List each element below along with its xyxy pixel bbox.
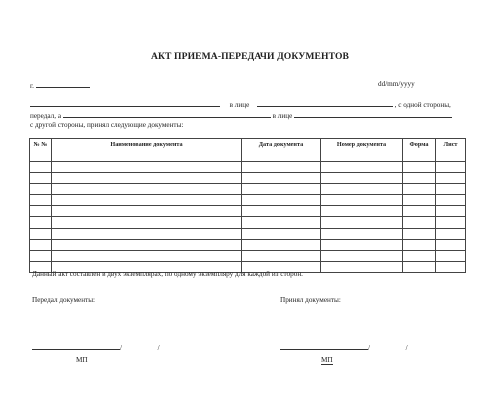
table-cell[interactable]: [242, 206, 321, 217]
table-cell[interactable]: [52, 228, 242, 239]
table-row: [30, 228, 466, 239]
table-cell[interactable]: [242, 173, 321, 184]
table-cell[interactable]: [436, 217, 466, 228]
table-cell[interactable]: [321, 184, 403, 195]
city-label: г.: [30, 82, 34, 90]
table-cell[interactable]: [436, 173, 466, 184]
table-row: [30, 239, 466, 250]
table-row: [30, 250, 466, 261]
table-cell[interactable]: [436, 206, 466, 217]
left-signature-slash: /: [120, 344, 122, 352]
one-party-text: , с одной стороны,: [394, 101, 451, 109]
table-cell[interactable]: [436, 239, 466, 250]
table-cell[interactable]: [321, 195, 403, 206]
right-signature-slash: /: [368, 344, 370, 352]
transferred-documents-label: Передал документы:: [32, 296, 96, 304]
table-cell[interactable]: [436, 261, 466, 272]
table-cell[interactable]: [403, 261, 436, 272]
left-signature-blank: [32, 342, 120, 350]
date-placeholder: dd/mm/yyyy: [378, 80, 415, 88]
documents-table: [29, 138, 466, 273]
table-body: [30, 162, 466, 273]
party1-in-person-label: в лице: [229, 101, 250, 109]
city-blank: [36, 80, 90, 88]
party2-name-blank: [63, 110, 271, 118]
table-cell[interactable]: [242, 184, 321, 195]
receiving-text: с другой стороны, принял следующие документы:: [30, 121, 184, 129]
table-cell[interactable]: [30, 162, 52, 173]
party1-representative-blank: [257, 99, 393, 107]
table-cell[interactable]: [403, 162, 436, 173]
table-cell[interactable]: [52, 184, 242, 195]
header-number: № №: [30, 139, 52, 162]
transferred-label: передал, а: [30, 112, 62, 120]
right-name-slash: /: [405, 344, 408, 352]
left-name-slash: /: [157, 344, 160, 352]
party-line-2: [30, 110, 452, 120]
table-cell[interactable]: [403, 206, 436, 217]
table-cell[interactable]: [30, 239, 52, 250]
table-cell[interactable]: [436, 228, 466, 239]
table-cell[interactable]: [52, 173, 242, 184]
table-cell[interactable]: [321, 228, 403, 239]
table-cell[interactable]: [30, 250, 52, 261]
city-line: [30, 80, 90, 90]
table-cell[interactable]: [403, 184, 436, 195]
table-cell[interactable]: [242, 239, 321, 250]
header-document-date: Дата документа: [242, 139, 321, 162]
left-stamp-label: МП: [76, 356, 88, 364]
party2-in-person-label: в лице: [272, 112, 293, 120]
table-cell[interactable]: [321, 217, 403, 228]
table-cell[interactable]: [321, 162, 403, 173]
table-header-row: [30, 139, 466, 162]
table-cell[interactable]: [30, 206, 52, 217]
right-stamp-label: МП: [321, 356, 333, 364]
table-row: [30, 217, 466, 228]
table-cell[interactable]: [52, 217, 242, 228]
table-cell[interactable]: [436, 250, 466, 261]
table-cell[interactable]: [52, 239, 242, 250]
header-document-name: Наименование документа: [52, 139, 242, 162]
document-title: АКТ ПРИЕМА-ПЕРЕДАЧИ ДОКУМЕНТОВ: [150, 51, 350, 62]
table-cell[interactable]: [403, 173, 436, 184]
table-row: [30, 195, 466, 206]
table-cell[interactable]: [403, 239, 436, 250]
table-cell[interactable]: [403, 228, 436, 239]
table-cell[interactable]: [403, 217, 436, 228]
header-form: Форма: [403, 139, 436, 162]
table-row: [30, 162, 466, 173]
table-cell[interactable]: [30, 173, 52, 184]
table-cell[interactable]: [52, 195, 242, 206]
table-row: [30, 206, 466, 217]
table-cell[interactable]: [52, 250, 242, 261]
party1-name-blank: [30, 99, 220, 107]
table-cell[interactable]: [436, 184, 466, 195]
table-cell[interactable]: [30, 184, 52, 195]
table-cell[interactable]: [321, 173, 403, 184]
header-document-number: Номер документа: [321, 139, 403, 162]
table-cell[interactable]: [242, 228, 321, 239]
table-cell[interactable]: [403, 195, 436, 206]
table-cell[interactable]: [403, 250, 436, 261]
table-cell[interactable]: [30, 217, 52, 228]
table-row: [30, 173, 466, 184]
party-line-1: [30, 99, 451, 109]
table-cell[interactable]: [321, 239, 403, 250]
received-documents-label: Принял документы:: [280, 296, 341, 304]
table-row: [30, 184, 466, 195]
table-cell[interactable]: [321, 206, 403, 217]
header-sheet: Лист: [436, 139, 466, 162]
table-cell[interactable]: [321, 250, 403, 261]
right-signature-blank: [280, 342, 368, 350]
table-cell[interactable]: [321, 261, 403, 272]
left-signature-line: [32, 342, 160, 352]
table-cell[interactable]: [242, 217, 321, 228]
copies-note: Данный акт составлен в двух экземплярах, по одному экземпляру для каждой из сторон.: [32, 270, 303, 278]
table-cell[interactable]: [242, 250, 321, 261]
party2-representative-blank: [294, 110, 452, 118]
right-signature-line: [280, 342, 408, 352]
table-cell[interactable]: [242, 195, 321, 206]
table-cell[interactable]: [242, 162, 321, 173]
table-cell[interactable]: [52, 162, 242, 173]
table-cell[interactable]: [52, 206, 242, 217]
table-cell[interactable]: [30, 228, 52, 239]
table-cell[interactable]: [436, 162, 466, 173]
table-cell[interactable]: [30, 195, 52, 206]
table-cell[interactable]: [436, 195, 466, 206]
